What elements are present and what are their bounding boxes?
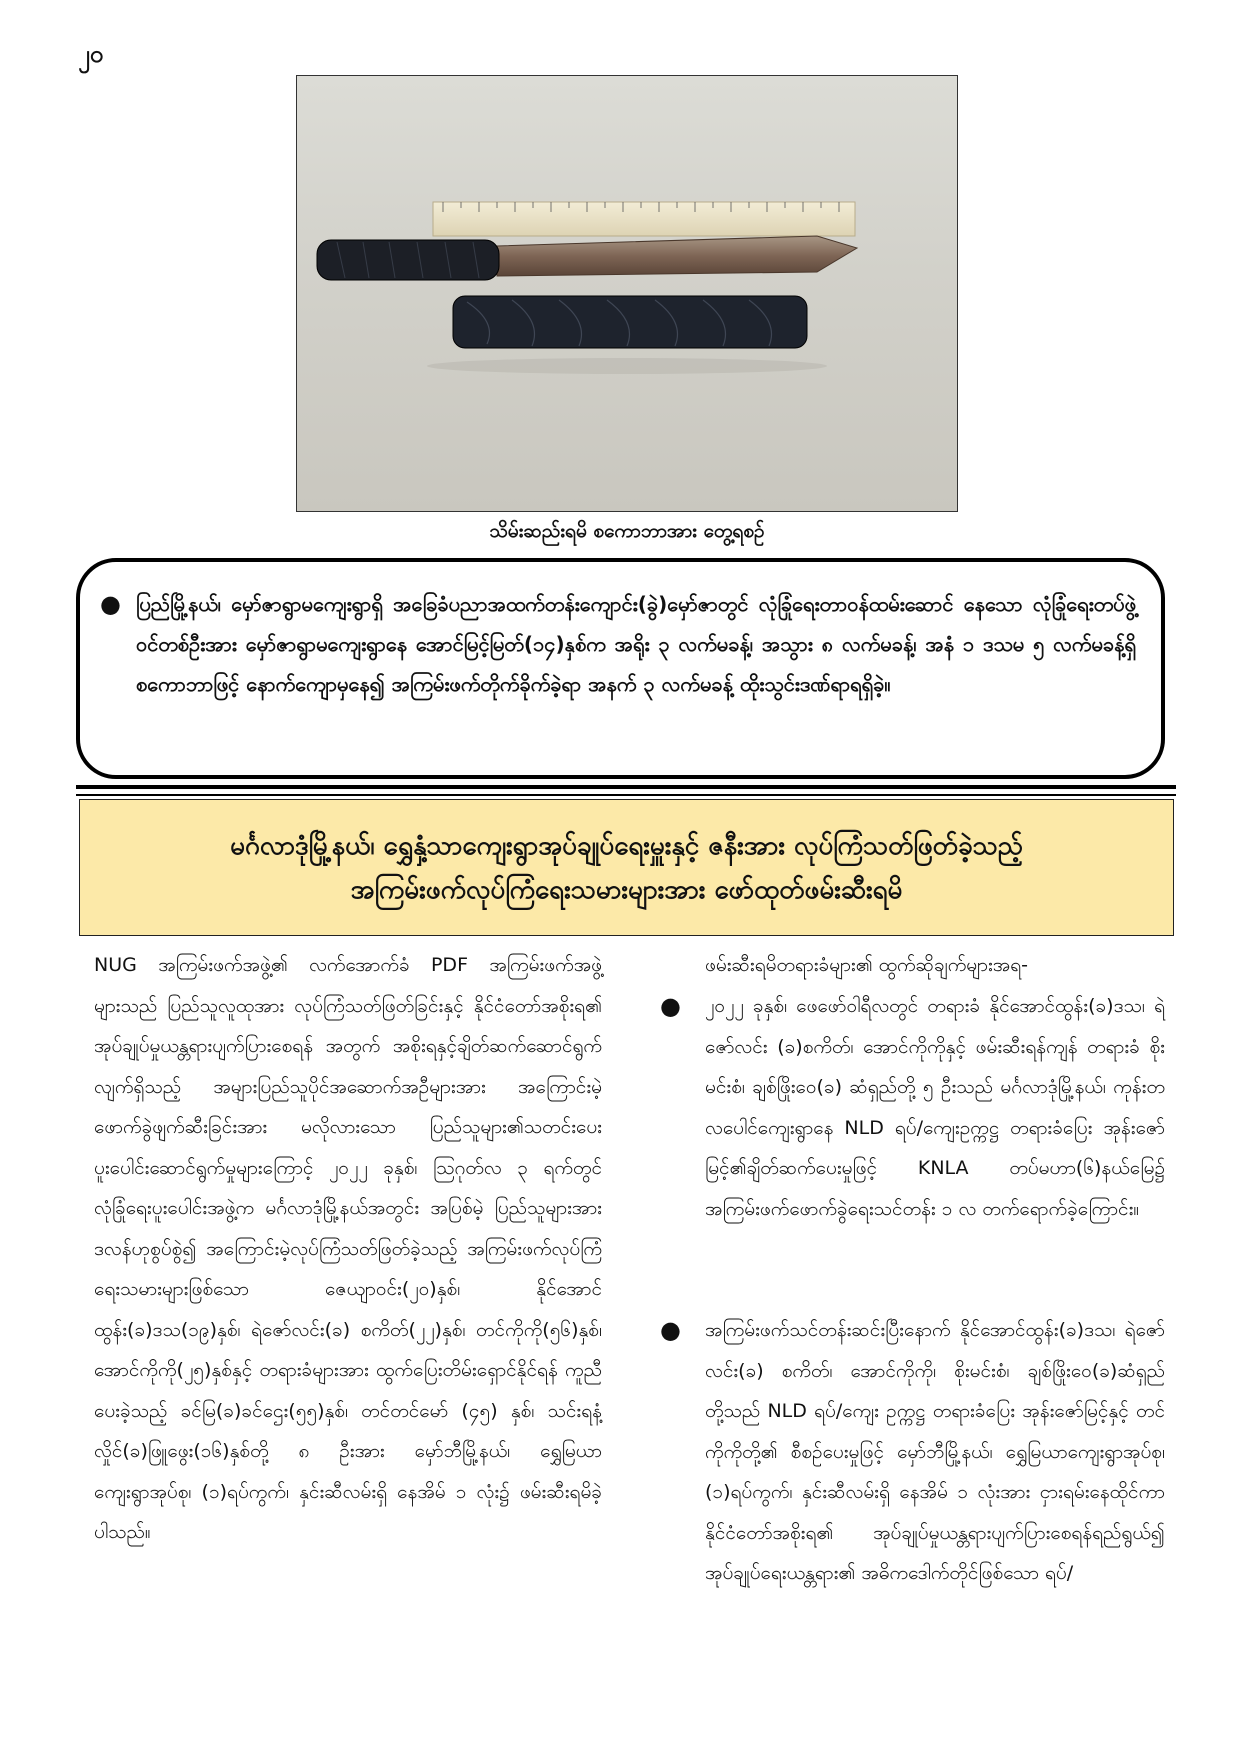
- floor-shadow: [427, 358, 827, 374]
- list-item-text: ၂၀၂၂ ခုနှစ်၊ ဖေဖော်ဝါရီလတွင် တရားခံ နိုင်အောင်ထွန်း(ခ)ဒသ၊ ရဲဇော်လင်း (ခ)စကိတ်၊ အောင်ကိုကိုနှင့် ဖမ်းဆီးရန်ကျန် တရားခံ စိုးမင်းစံ၊ ချစ်ဖြိုးဝေ(ခ) ဆံရှည်တို့ ၅ ဦးသည် မင်္ဂလာဒုံမြို့နယ်၊ ကုန်းတလပေါင်ကျေးရွာနေ NLD ရပ်/ကျေးဥက္ကဋ္ဌ တရားခံပြေး အုန်းဇော်မြင့်၏ချိတ်ဆက်ပေးမှုဖြင့် KNLA တပ်မဟာ(၆)နယ်မြေ၌ အကြမ်းဖက်ဖောက်ခွဲရေးသင်တန်း ၁ လ တက်ရောက်ခဲ့ကြောင်း။: [705, 995, 1165, 1220]
- knife-blade: [497, 236, 857, 276]
- ruler: [433, 202, 855, 236]
- bullet-dot-icon: ●: [660, 1316, 681, 1344]
- left-column-paragraph: NUG အကြမ်းဖက်အဖွဲ့၏ လက်အောက်ခံ PDF အကြမ်းဖက်အဖွဲ့များသည် ပြည်သူလူထုအား လုပ်ကြံသတ်ဖြတ်ခြင်းနှင့် နိုင်ငံတော်အစိုးရ၏ အုပ်ချုပ်မှုယန္တရားပျက်ပြားစေရန် အတွက် အစိုးရနှင့်ချိတ်ဆက်ဆောင်ရွက်လျက်ရှိသည့် အများပြည်သူပိုင်အဆောက်အဦများအား အကြောင်းမဲ့ဖောက်ခွဲဖျက်ဆီးခြင်းအား မလိုလားသော ပြည်သူများ၏သတင်းပေး ပူးပေါင်းဆောင်ရွက်မှုများကြောင့် ၂၀၂၂ ခုနှစ်၊ ဩဂုတ်လ ၃ ရက်တွင် လုံခြုံရေးပူးပေါင်းအဖွဲ့က မင်္ဂလာဒုံမြို့နယ်အတွင်း အပြစ်မဲ့ ပြည်သူများအား ဒလန်ဟုစွပ်စွဲ၍ အကြောင်းမဲ့လုပ်ကြံသတ်ဖြတ်ခဲ့သည့် အကြမ်းဖက်လုပ်ကြံရေးသမားများဖြစ်သော ဇေယျာဝင်း(၂၀)နှစ်၊ နိုင်အောင်ထွန်း(ခ)ဒသ(၁၉)နှစ်၊ ရဲဇော်လင်း(ခ) စကိတ်(၂၂)နှစ်၊ တင်ကိုကို(၅၆)နှစ်၊ အောင်ကိုကို(၂၅)နှစ်နှင့် တရားခံများအား ထွက်ပြေးတိမ်းရှောင်နိုင်ရန် ကူညီပေးခဲ့သည့် ခင်မြ(ခ)ခင်ဌေး(၅၅)နှစ်၊ တင်တင်မော် (၄၅) နှစ်၊ သင်းရနံ့လှိုင်(ခ)ဖြူဖွေး(၁၆)နှစ်တို့ ၈ ဦးအား မှော်ဘီမြို့နယ်၊ ရွှေမြယာကျေးရွာအုပ်စု၊ (၁)ရပ်ကွက်၊ နှင်းဆီလမ်းရှိ နေအိမ် ၁ လုံး၌ ဖမ်းဆီးရမိခဲ့ပါသည်။: [94, 954, 602, 1543]
- bullet-dot-icon: ●: [660, 992, 681, 1020]
- page-number: ၂၀: [78, 40, 104, 68]
- headline-line-2: အကြမ်းဖက်လုပ်ကြံရေးသမားများအား ဖော်ထုတ်ဖမ်းဆီးရမိ: [350, 874, 903, 905]
- evidence-photo: [296, 75, 958, 512]
- divider-thin: [76, 794, 1176, 796]
- right-column-intro: ဖမ်းဆီးရမိတရားခံများ၏ ထွက်ဆိုချက်များအရ-: [705, 954, 1028, 976]
- bullet-dot-icon: ●: [100, 590, 121, 618]
- knife-photo-illustration: [297, 76, 958, 512]
- photo-caption: သိမ်းဆည်းရမိ စကောဘာအား တွေ့ရစဉ်: [489, 520, 765, 542]
- divider-thick: [76, 785, 1176, 789]
- article-headline: [79, 799, 1174, 936]
- summary-text: ပြည်မြို့နယ်၊ မှော်ဇာရွာမကျေးရွာရှိ အခြေခံပညာအထက်တန်းကျောင်း(ခွဲ)မှော်ဇာတွင် လုံခြုံရေးတာဝန်ထမ်းဆောင် နေသော လုံခြုံရေးတပ်ဖွဲ့ဝင်တစ်ဦးအား မှော်ဇာရွာမကျေးရွာနေ အောင်မြင့်မြတ်(၁၄)နှစ်က အရိုး ၃ လက်မခန့်၊ အသွား ၈ လက်မခန့်၊ အနံ ၁ ဒသမ ၅ လက်မခန့်ရှိ စကောဘာဖြင့် နောက်ကျောမှနေ၍ အကြမ်းဖက်တိုက်ခိုက်ခဲ့ရာ အနက် ၃ လက်မခန့် ထိုးသွင်းဒဏ်ရာရရှိခဲ့။: [136, 592, 1136, 696]
- headline-line-1: မင်္ဂလာဒုံမြို့နယ်၊ ရွှေနှံ့သာကျေးရွာအုပ်ချုပ်ရေးမှူးနှင့် ဇနီးအား လုပ်ကြံသတ်ဖြတ်ခဲ့သည့်: [230, 830, 1023, 861]
- list-item-text: အကြမ်းဖက်သင်တန်းဆင်းပြီးနောက် နိုင်အောင်ထွန်း(ခ)ဒသ၊ ရဲဇော်လင်း(ခ) စကိတ်၊ အောင်ကိုကို၊ စိုးမင်းစံ၊ ချစ်ဖြိုးဝေ(ခ)ဆံရှည်တို့သည် NLD ရပ်/ကျေး ဥက္ကဋ္ဌ တရားခံပြေး အုန်းဇော်မြင့်နှင့် တင်ကိုကိုတို့၏ စီစဉ်ပေးမှုဖြင့် မှော်ဘီမြို့နယ်၊ ရွှေမြယာကျေးရွာအုပ်စု၊ (၁)ရပ်ကွက်၊ နှင်းဆီလမ်းရှိ နေအိမ် ၁ လုံးအား ငှားရမ်းနေထိုင်ကာ နိုင်ငံတော်အစိုးရ၏ အုပ်ချုပ်မှုယန္တရားပျက်ပြားစေရန်ရည်ရွယ်၍ အုပ်ချုပ်ရေးယန္တရား၏ အဓိကဒေါက်တိုင်ဖြစ်သော ရပ်/: [705, 1319, 1165, 1584]
